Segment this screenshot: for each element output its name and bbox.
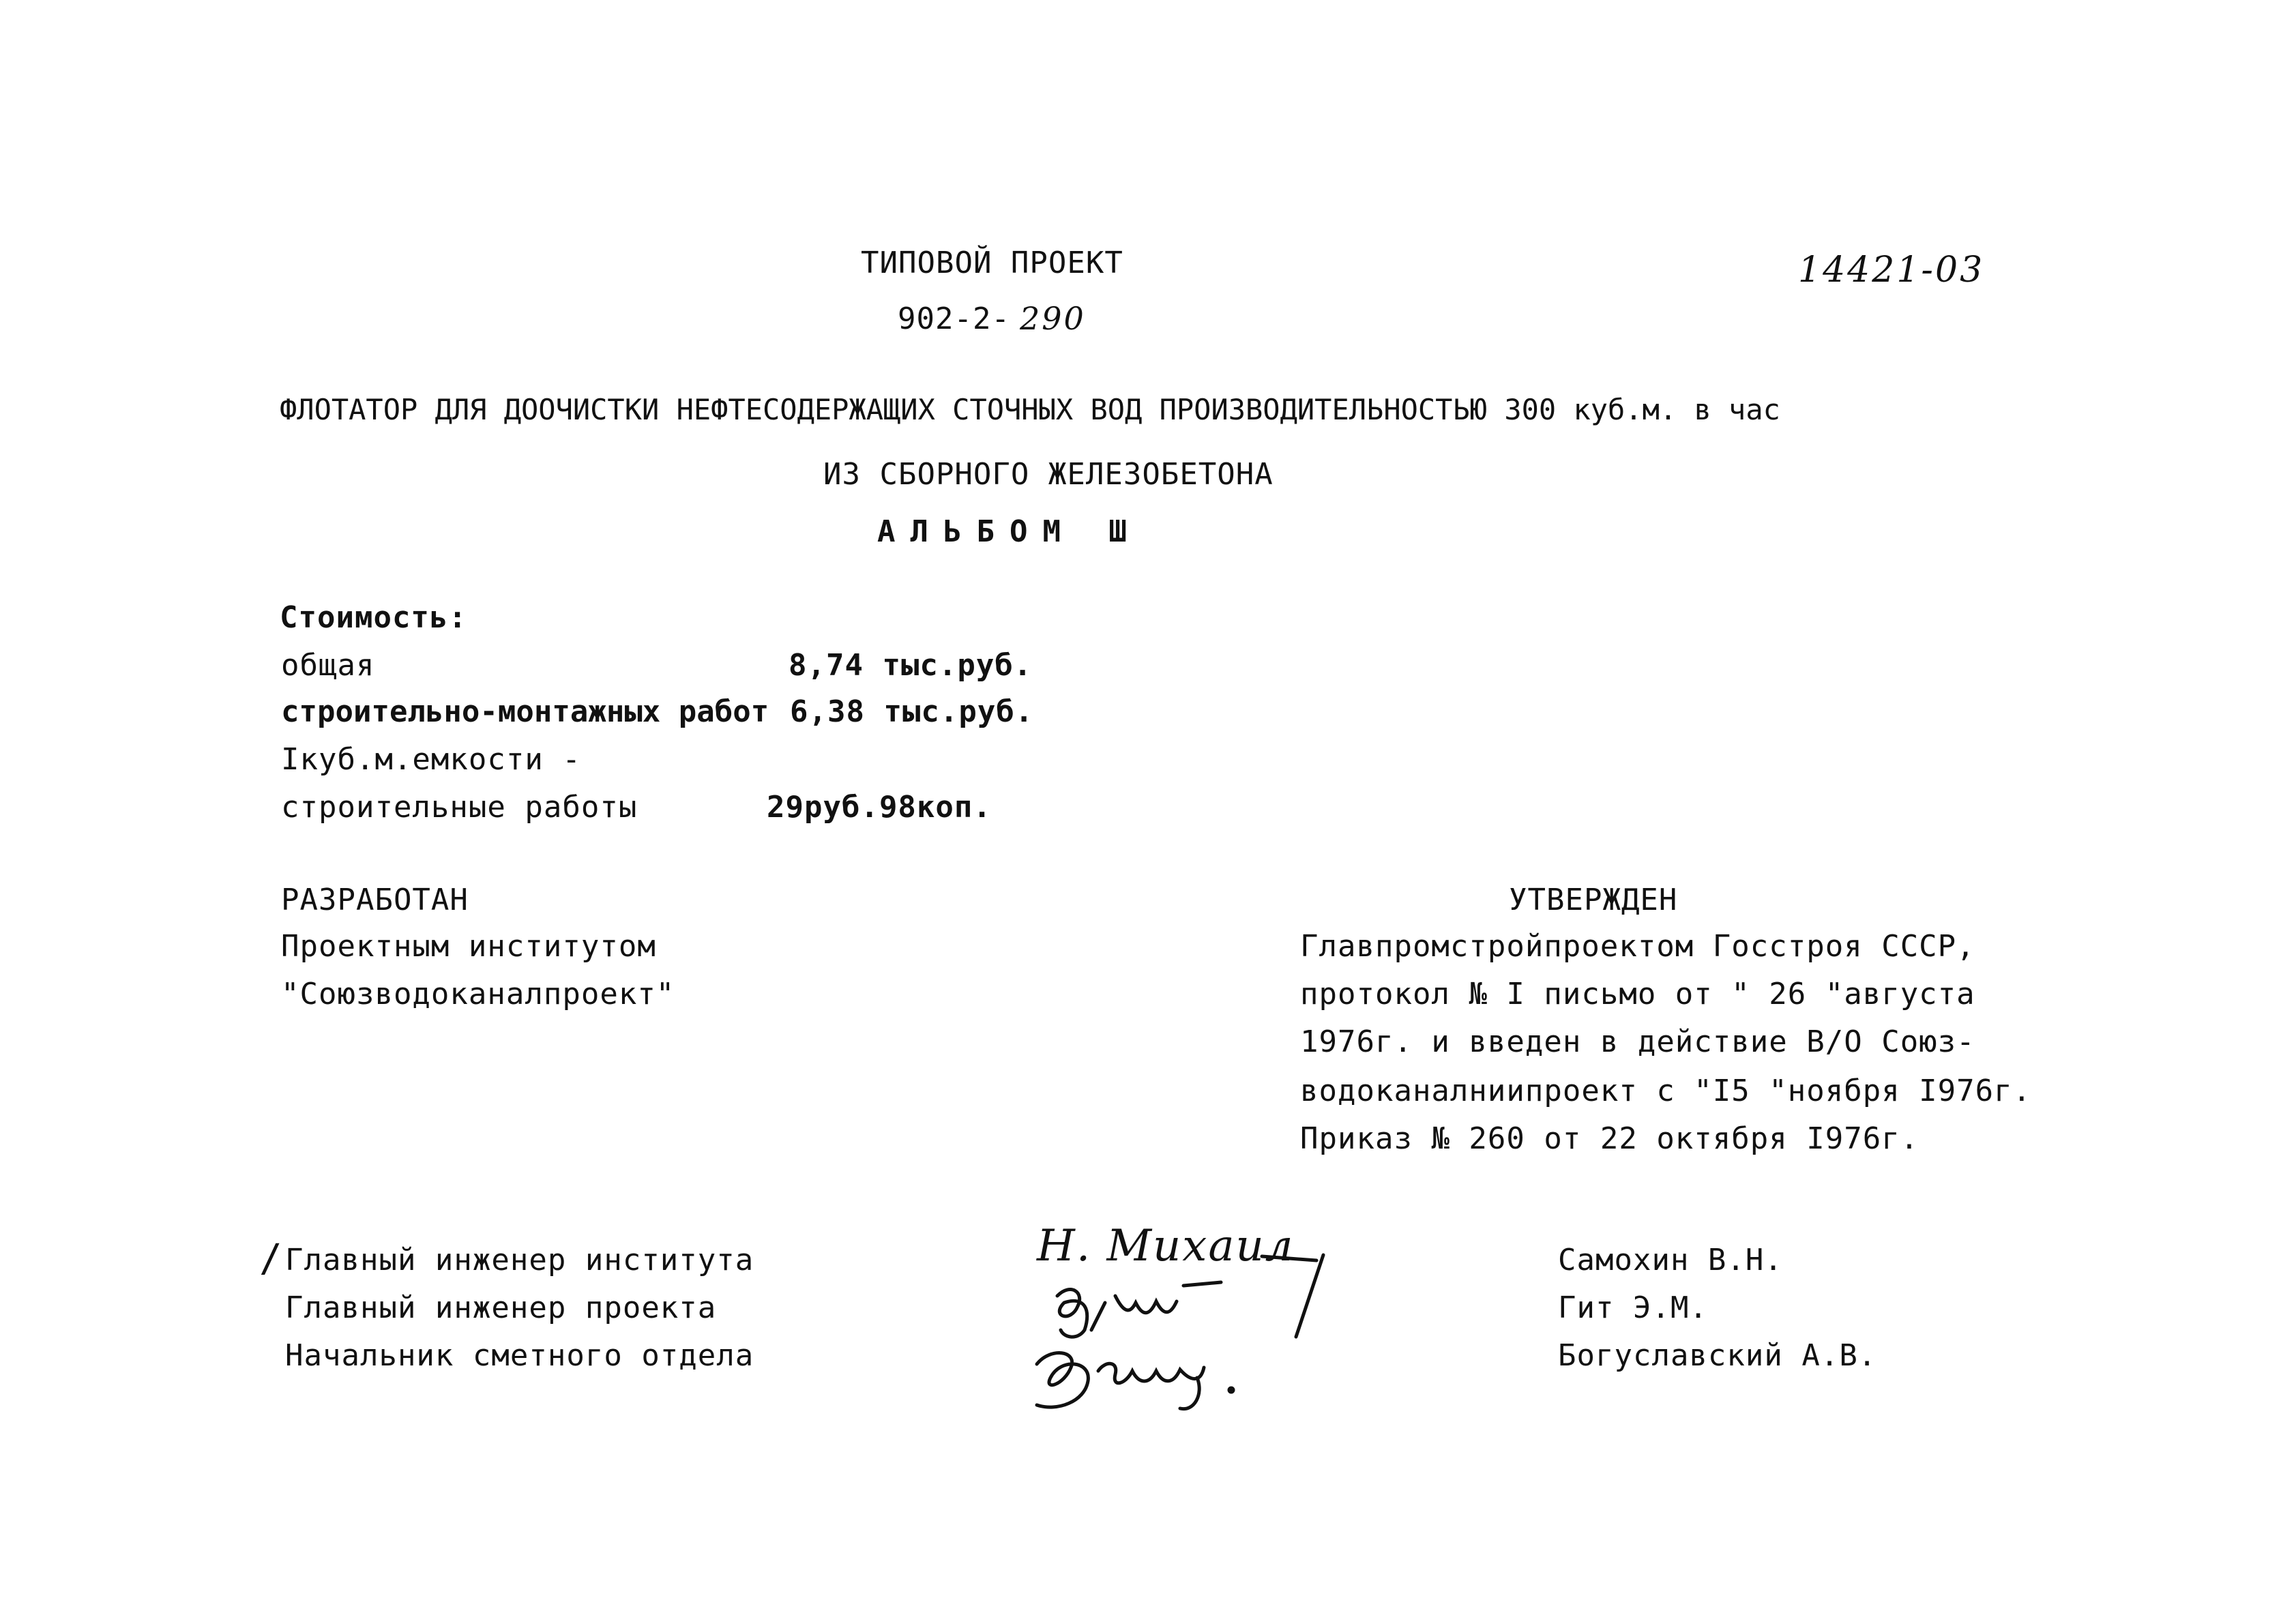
signature-name-1: Самохин В.Н. (1558, 1243, 1783, 1277)
slash-mark: / (259, 1237, 283, 1281)
signature-role-3: Начальник сметного отдела (285, 1338, 754, 1373)
developed-line1: Проектным институтом (281, 929, 656, 964)
approved-line4: водоканалниипроект с "I5 "ноября I976г. (1300, 1074, 2032, 1108)
signature-name-2: Гит Э.М. (1558, 1290, 1708, 1325)
signature-name-3: Богуславский А.В. (1558, 1338, 1877, 1373)
approved-line2: протокол № I письмо от " 26 "августа (1300, 977, 1975, 1011)
signature-role-2: Главный инженер проекта (285, 1290, 717, 1325)
album-label: АЛЬБОМ Ш (877, 514, 1142, 549)
approved-line1: Главпромстройпроектом Госстроя СССР, (1300, 929, 1975, 964)
cost-per-unit-value: 29руб.98коп. (767, 790, 992, 825)
document-title-line1: ФЛОТАТОР ДЛЯ ДООЧИСТКИ НЕФТЕСОДЕРЖАЩИХ СТОЧНЫХ ВОД ПРОИЗВОДИТЕЛЬНОСТЬЮ 300 куб.м. в час (280, 393, 1780, 426)
cost-per-unit-sub-label: строительные работы (281, 790, 638, 825)
cost-heading: Стоимость: (280, 600, 467, 635)
developed-line2: "Союзводоканалпроект" (281, 977, 675, 1011)
signature-role-1: Главный инженер института (285, 1243, 754, 1277)
project-number-prefix: 902-2- (898, 301, 1010, 336)
cost-construction-value: 6,38 тыс.руб. (790, 694, 1034, 729)
cost-total-value: 8,74 тыс.руб. (789, 648, 1033, 683)
signature-handwritten-1: Н. Михаил (1037, 1221, 1295, 1271)
approved-line5: Приказ № 260 от 22 октября I976г. (1300, 1121, 1919, 1156)
approved-line3: 1976г. и введен в действие В/О Союз- (1300, 1024, 1975, 1059)
document-title-line2: ИЗ СБОРНОГО ЖЕЛЕЗОБЕТОНА (823, 457, 1274, 492)
cost-construction-label: строительно-монтажных работ (281, 694, 769, 729)
inventory-number: 14421-03 (1798, 250, 1985, 291)
project-type-label: ТИПОВОЙ ПРОЕКТ (861, 246, 1123, 280)
developed-heading: РАЗРАБОТАН (281, 883, 469, 917)
cost-total-label: общая (281, 648, 375, 683)
signature-scribbles (996, 1221, 1337, 1425)
cost-per-unit-label: Iкуб.м.емкости - (281, 742, 581, 777)
project-number-handwritten: 290 (1020, 300, 1086, 337)
approved-heading: УТВЕРЖДЕН (1509, 883, 1678, 917)
